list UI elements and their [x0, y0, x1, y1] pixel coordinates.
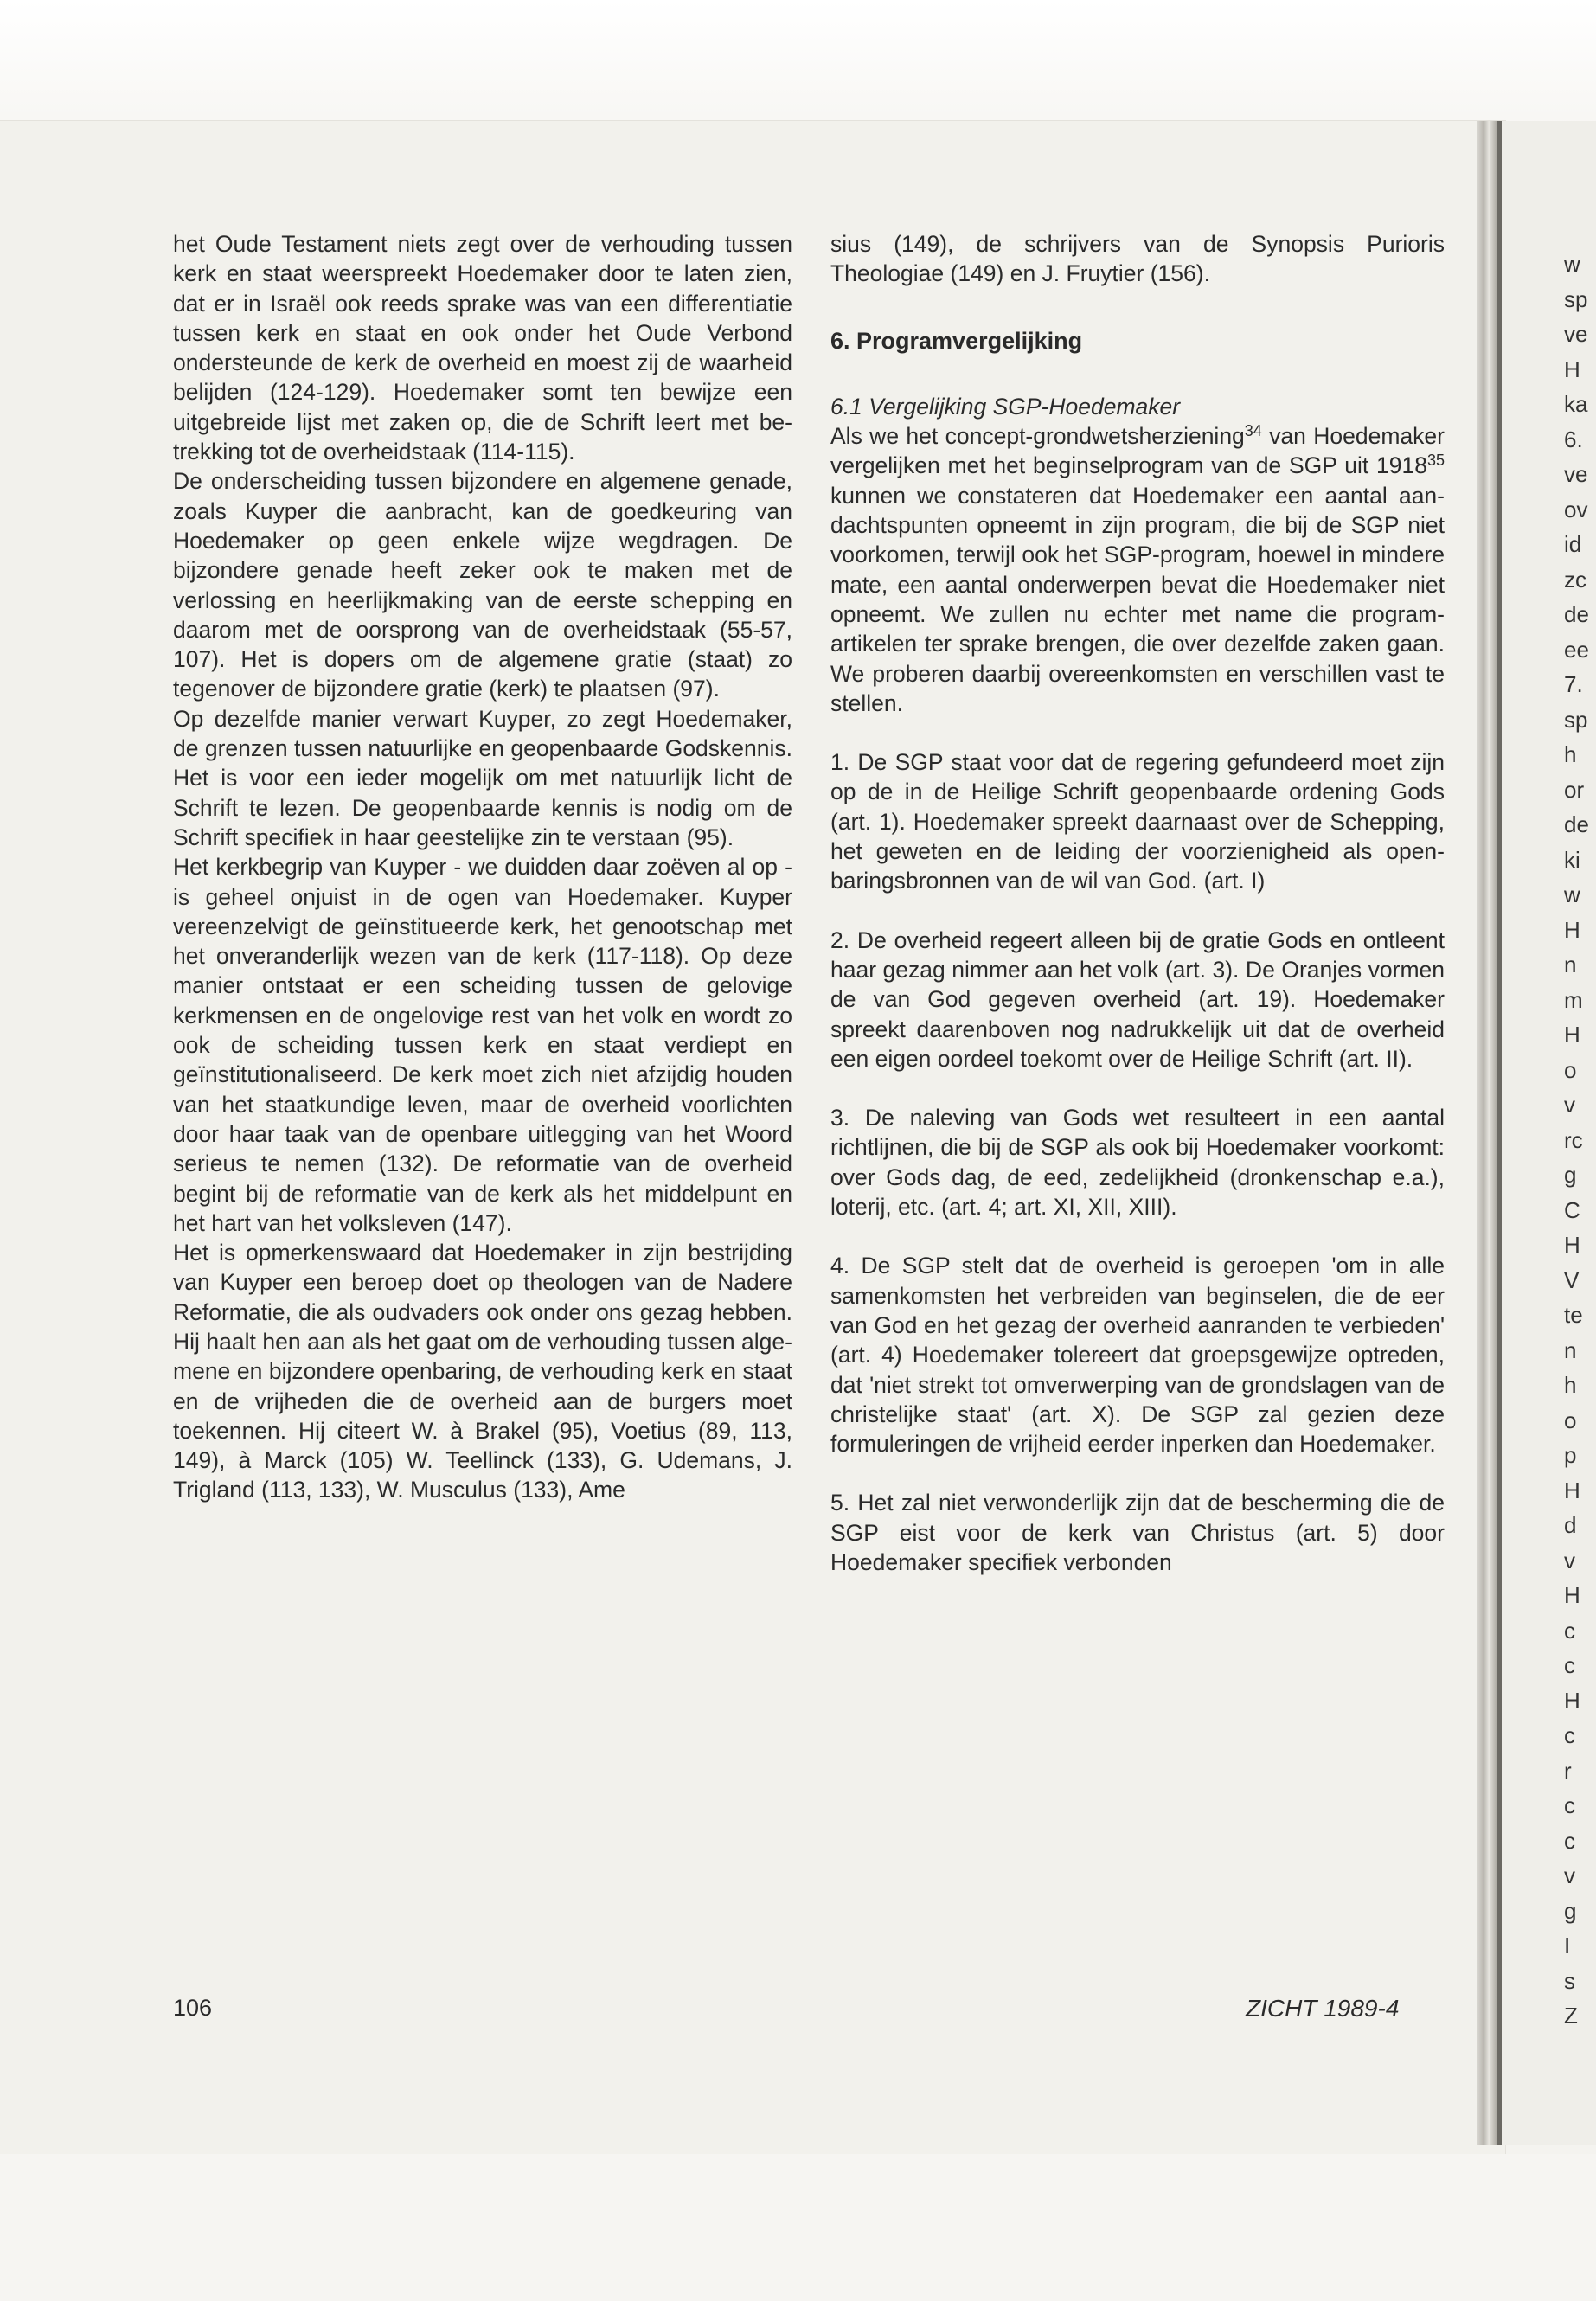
next-page-fragment: zc — [1564, 566, 1586, 593]
numbered-item: 1. De SGP staat voor dat de regering gefundeerd moet zijn op de in de Heilige Schrift geopenbaarde ordening Gods (art. 1). Hoedemaker spreekt daarnaast over de Schepping, het geweten en de leiding der voorzienigheid als openbaringsbronnen van de wil van God. (art. I) — [830, 749, 1445, 894]
next-page-edge — [1502, 121, 1596, 2145]
next-page-fragment: v — [1564, 1092, 1575, 1118]
page-number: 106 — [173, 1995, 213, 2021]
next-page-fragment: g — [1564, 1897, 1577, 1924]
next-page-fragment: H — [1564, 1232, 1580, 1258]
next-page-fragment: c — [1564, 1827, 1575, 1854]
next-page-fragment: de — [1564, 811, 1589, 837]
next-page-fragment: H — [1564, 1582, 1580, 1608]
right-column — [830, 229, 1445, 1577]
next-page-fragment: ka — [1564, 391, 1588, 417]
next-page-fragment: sp — [1564, 706, 1588, 733]
next-page-fragment: de — [1564, 601, 1589, 627]
next-page-fragment: w — [1564, 251, 1580, 277]
next-page-fragment: p — [1564, 1442, 1577, 1468]
left-paragraph: Het is opmerkenswaard dat Hoedemaker in zijn bestrijding van Kuyper een beroep doet op theologen van de Nadere Reformatie, die als oudvaders ook onder ons gezag hebben. Hij haalt hen aan als het gaat om de verhouding tussen algemene en bijzondere openbaring, de verhouding kerk en staat en de vrijheden die de overheid aan de burgers moet toekennen. Hij citeert W. à Brakel (95), Voetius (89, 113, 149), à Marck (105) W. Teellinck (133), G. Udemans, J. Trigland (113, 133), W. Musculus (133), Ame — [173, 1240, 792, 1503]
next-page-fragment: r — [1564, 1757, 1572, 1784]
next-page-fragment: ov — [1564, 496, 1588, 522]
next-page-fragment: c — [1564, 1652, 1575, 1678]
next-page-fragment: id — [1564, 531, 1582, 557]
text-run: Als we het concept-grondwetsherziening — [830, 423, 1245, 450]
left-paragraph: Op dezelfde manier verwart Kuyper, zo zegt Hoedemaker, de grenzen tussen natuurlijke en geopenbaarde Godskennis. Het is voor een ieder mogelijk om met natuurlijk licht de Schrift te lezen. De geopenbaarde kennis is nodig om de Schrift specifiek in haar geestelijke zin te verstaan (95). — [173, 705, 793, 850]
footnote-ref: 34 — [1244, 422, 1262, 440]
next-page-fragment: m — [1564, 986, 1583, 1013]
next-page-fragment: 7. — [1564, 671, 1583, 697]
book-spine — [1477, 121, 1498, 2145]
next-page-fragment: Z — [1564, 2003, 1578, 2029]
next-page-fragment: v — [1564, 1547, 1575, 1574]
next-page-fragment: n — [1564, 1336, 1577, 1363]
next-page-fragment: c — [1564, 1792, 1575, 1818]
next-page-fragment: or — [1564, 776, 1585, 803]
comparison-intro-paragraph — [830, 421, 1445, 718]
next-page-fragment: C — [1564, 1196, 1580, 1223]
next-page-fragment: rc — [1564, 1126, 1583, 1153]
next-page-fragment: s — [1564, 1967, 1575, 1994]
next-page-fragment: H — [1564, 1022, 1580, 1048]
next-page-fragment: c — [1564, 1617, 1575, 1644]
next-page-fragment: n — [1564, 952, 1577, 977]
next-page-fragment: ee — [1564, 636, 1589, 663]
next-page-fragment: H — [1564, 1477, 1580, 1503]
numbered-item: 3. De naleving van Gods wet resulteert in een aantal richtlijnen, die bij de SGP als ook bij Hoedemaker voorkomt: over Gods dag, de eed, zedelijkheid (dronkenschap e.a.), loterij, etc. (art. 4; art. XI, XII, XIII). — [830, 1105, 1445, 1221]
text-run: van Hoedemaker vergelijken met het beginselprogram van de SGP uit 1918 — [830, 423, 1445, 479]
text-run: kunnen we constateren dat Hoedemaker een aantal aandachtspunten opneemt in zijn program, die bij de SGP niet voorkomen, terwijl ook het SGP-program, hoewel in mindere mate, een aantal onderwerpen bevat die Hoedemaker niet opneemt. We zullen nu echter met name die program-artikelen ter sprake brengen, die over dezelfde zaken gaan. We proberen daarbij overeenkomsten en verschillen vast te stellen. — [830, 482, 1445, 716]
numbered-item: 5. Het zal niet verwonderlijk zijn dat de bescherming die de SGP eist voor de kerk van Christus (art. 5) door Hoedemaker specifiek verbonden — [830, 1490, 1445, 1575]
next-page-fragment: H — [1564, 1687, 1580, 1714]
next-page-fragment: ve — [1564, 321, 1588, 347]
next-page-fragment: g — [1564, 1162, 1577, 1188]
left-paragraph: De onderscheiding tussen bijzondere en algemene genade, zoals Kuyper die aanbracht, kan de goedkeuring van Hoedemaker op geen enkele wijze wegdragen. De bijzondere genade heeft zeker ook te maken met de verlossing en heerlijkmaking van de eerste schepping en daarom met de oorsprong van de overheidstaak (55-57, 107). Het is dopers om de algemene gratie (staat) zo tegenover de bijzondere gratie (kerk) te plaatsen (97). — [173, 468, 792, 702]
next-page-fragment: sp — [1564, 285, 1588, 312]
next-page-fragment: w — [1564, 881, 1580, 907]
next-page-fragment: 6. — [1564, 426, 1583, 452]
next-page-fragment: te — [1564, 1302, 1583, 1328]
subsection-heading: 6.1 Vergelijking SGP-Hoedemaker — [830, 393, 1181, 420]
next-page-fragment: I — [1564, 1932, 1571, 1958]
next-page-fragment: ki — [1564, 846, 1580, 873]
next-page-fragment: c — [1564, 1722, 1575, 1748]
right-intro-paragraph: sius (149), de schrijvers van de Synopsis Purioris Theologiae (149) en J. Fruytier (156). — [830, 231, 1445, 287]
scan-background-bottom — [0, 2154, 1596, 2301]
footnote-ref: 35 — [1426, 452, 1445, 470]
next-page-fragment: V — [1564, 1266, 1580, 1293]
journal-footer: ZICHT 1989-4 — [1246, 1995, 1400, 2022]
left-paragraph: Het kerkbegrip van Kuyper - we duidden daar zoëven al op - is geheel onjuist in de ogen van Hoedemaker. Kuyper vereenzelvigt de geïnstitueerde kerk, het genootschap met het onveranderlijk wezen van de kerk (117-118). Op deze manier ontstaat er een scheiding tussen de gelovige kerkmensen en de ongelovige rest van het volk en wordt zo ook de scheiding tussen kerk en staat verdiept en geïnstitutionaliseerd. De kerk moet zich niet afzijdig houden van het staatkundige leven, maar de overheid voorlichten door haar taak van de openbare uitlegging van het Woord serieus te nemen (132). De reformatie van de overheid begint bij de reformatie van de kerk als het middelpunt en het hart van het volksleven (147). — [173, 854, 792, 1236]
left-column — [173, 229, 792, 1505]
next-page-fragment: o — [1564, 1056, 1577, 1083]
next-page-fragment: o — [1564, 1407, 1577, 1433]
left-paragraph: het Oude Testament niets zegt over de verhouding tussen kerk en staat weerspreekt Hoedemaker door te laten zien, dat er in Israël ook reeds sprake was van een differentiatie tussen kerk en staat en ook onder het Oude Verbond ondersteunde de kerk de overheid en moest zij de waarheid belijden (124-129). Hoedemaker somt ten bewijze een uitgebreide lijst met zaken op, die de Schrift leert met betrekking tot de overheidstaak (114-115). — [173, 231, 792, 465]
numbered-item: 2. De overheid regeert alleen bij de gratie Gods en ontleent haar gezag nimmer aan het volk (art. 3). De Oranjes vormen de van God gegeven overheid (art. 19). Hoedemaker spreekt daarenboven nog nadrukkelijk uit dat de overheid een eigen oordeel toekomt over de Heilige Schrift (art. II). — [830, 926, 1445, 1072]
next-page-fragment: v — [1564, 1862, 1575, 1888]
section-heading: 6. Programvergelijking — [830, 327, 1083, 354]
scan-background-top — [0, 0, 1596, 130]
next-page-fragment: d — [1564, 1512, 1577, 1538]
next-page-fragment: H — [1564, 916, 1580, 943]
numbered-item: 4. De SGP stelt dat de overheid is geroepen 'om in alle samenkomsten het verbreiden van beginselen, die de eer van God en het gezag der overheid aanranden te verbieden' (art. 4) Hoedemaker tolereert dat groepsgewijze optreden, dat 'niet strekt tot omverwerping van de grondslagen van de christelijke staat' (art. X). De SGP zal gezien deze formuleringen de vrijheid eerder inperken dan Hoedemaker. — [830, 1253, 1445, 1458]
next-page-fragment: ve — [1564, 461, 1588, 487]
next-page-fragment: h — [1564, 741, 1577, 767]
next-page-fragment: H — [1564, 356, 1580, 382]
next-page-fragment: h — [1564, 1372, 1577, 1398]
